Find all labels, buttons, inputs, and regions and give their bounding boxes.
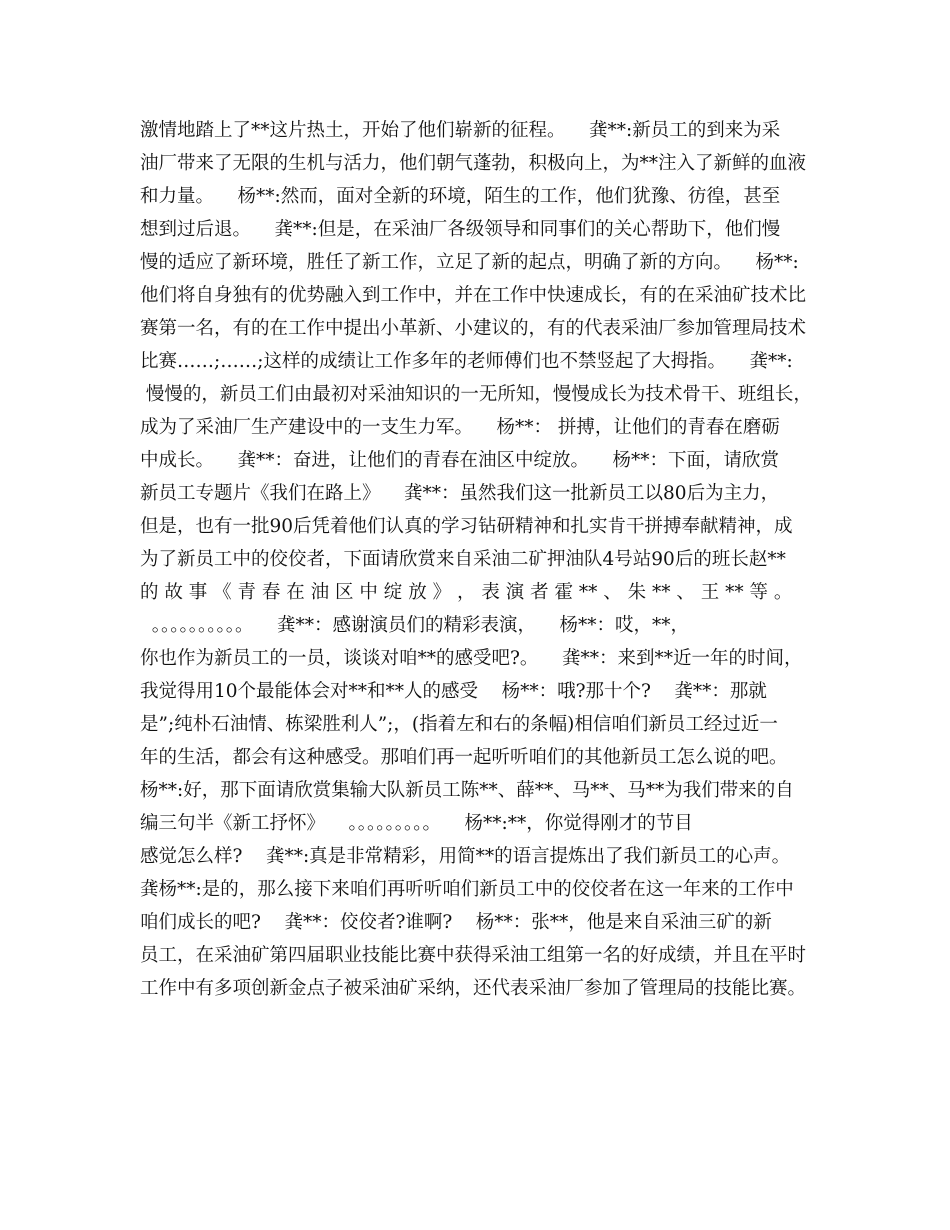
text-line: 你也作为新员工的一员，谈谈对咱**的感受吧?。 龚**：来到**近一年的时间， <box>140 648 803 669</box>
text-line: 和力量。 杨**:然而，面对全新的环境，陌生的工作，他们犹豫、彷徨，甚至 <box>140 186 781 207</box>
text-line: 年的生活，都会有这种感受。那咱们再一起听听咱们的其他新员工怎么说的吧。 <box>140 747 788 768</box>
text-line: 员工，在采油矿第四届职业技能比赛中获得采油工组第一名的好成绩，并且在平时 <box>140 945 807 966</box>
text-line: 他们将自身独有的优势融入到工作中，并在工作中快速成长，有的在采油矿技术比 <box>140 285 807 306</box>
text-line: 但是，也有一批90后凭着他们认真的学习钻研精神和扎实肯干拼搏奉献精神，成 <box>140 516 793 537</box>
text-line: 咱们成长的吧? 龚**：佼佼者?谁啊? 杨**：张**，他是来自采油三矿的新 <box>140 912 772 933</box>
text-line: 成为了采油厂生产建设中的一支生力军。 杨**： 拼搏，让他们的青春在磨砺 <box>140 417 780 438</box>
text-line: 杨**:好，那下面请欣赏集输大队新员工陈**、薛**、马**、马**为我们带来的自 <box>140 780 794 801</box>
text-line: 油厂带来了无限的生机与活力，他们朝气蓬勃，积极向上，为**注入了新鲜的血液 <box>140 153 807 174</box>
text-line: 的 故 事 《 青 春 在 油 区 中 绽 放 》 ， 表 演 者 霍 ** 、 朱 ** 、 王 ** 等 。 <box>140 582 793 603</box>
text-line: 为了新员工中的佼佼者，下面请欣赏来自采油二矿押油队4号站90后的班长赵** <box>140 549 786 570</box>
body-text <box>140 114 820 1005</box>
text-line: 赛第一名，有的在工作中提出小革新、小建议的，有的代表采油厂参加管理局技术 <box>140 318 807 339</box>
text-line: 是”;纯朴石油情、栋梁胜利人”;，(指着左和右的条幅)相信咱们新员工经过近一 <box>140 714 778 735</box>
text-line: 龚杨**:是的，那么接下来咱们再听听咱们新员工中的佼佼者在这一年来的工作中 <box>140 879 794 900</box>
text-line: 工作中有多项创新金点子被采油矿采纳，还代表采油厂参加了管理局的技能比赛。 <box>140 978 807 999</box>
text-line: 感觉怎么样? 龚**:真是非常精彩，用简**的语言提炼出了我们新员工的心声。 <box>140 846 791 867</box>
text-line: 比赛……;……;这样的成绩让工作多年的老师傅们也不禁竖起了大拇指。 龚**: <box>140 351 793 372</box>
text-line: 慢慢的，新员工们由最初对采油知识的一无所知，慢慢成长为技术骨干、班组长， <box>140 384 812 405</box>
text-line: 想到过后退。 龚**:但是，在采油厂各级领导和同事们的关心帮助下，他们慢 <box>140 219 781 240</box>
text-line: 新员工专题片《我们在路上》 龚**：虽然我们这一批新员工以80后为主力， <box>140 483 780 504</box>
text-line: 。。。。。。。。。。 龚**：感谢演员们的精彩表演， 杨**：哎，**， <box>140 615 690 636</box>
text-line: 我觉得用10个最能体会对**和**人的感受 杨**：哦?那十个? 龚**：那就 <box>140 681 767 702</box>
text-line: 激情地踏上了**这片热土，开始了他们崭新的征程。 龚**:新员工的到来为采 <box>140 120 781 141</box>
text-line: 中成长。 龚**：奋进，让他们的青春在油区中绽放。 杨**：下面，请欣赏 <box>140 450 780 471</box>
text-line: 慢的适应了新环境，胜任了新工作，立足了新的起点，明确了新的方向。 杨**: <box>140 252 799 273</box>
text-line: 编三句半《新工抒怀》 。。。。。。。。。 杨**:**，你觉得刚才的节目 <box>140 813 693 834</box>
